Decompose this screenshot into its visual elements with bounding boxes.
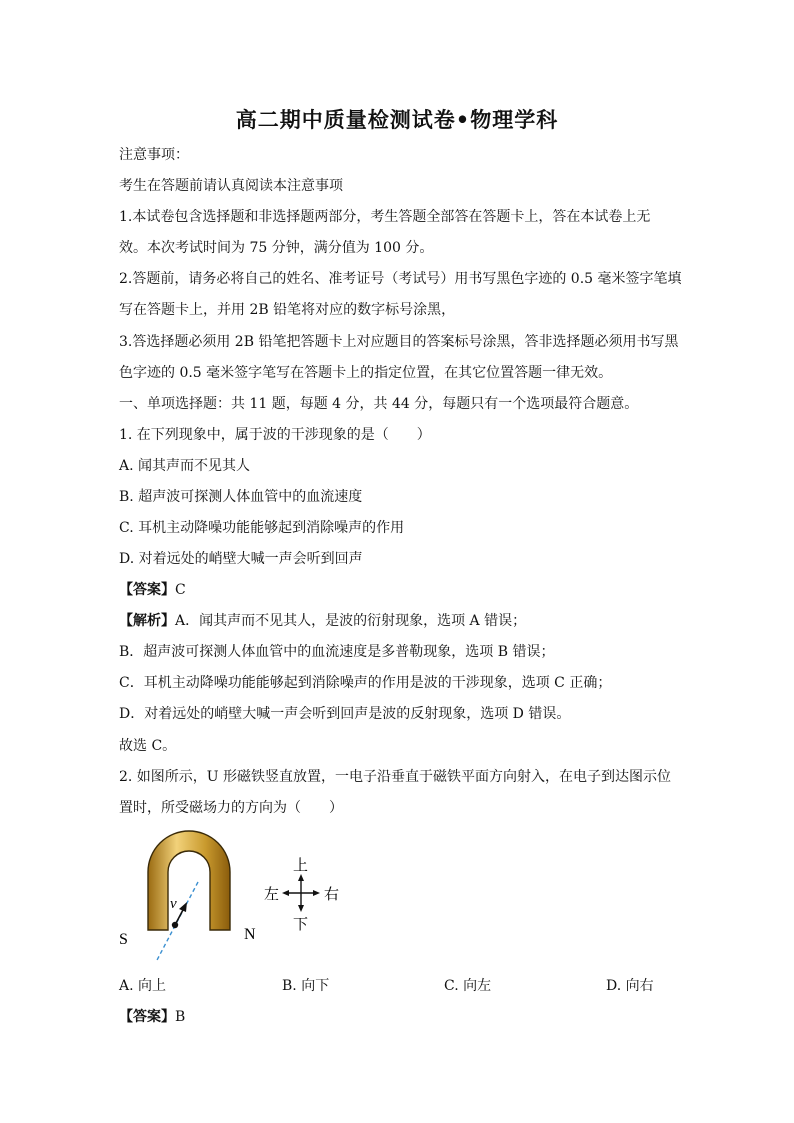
q1-analysis-d: D．对着远处的峭壁大喊一声会听到回声是波的反射现象，选项 D 错误。	[119, 706, 571, 722]
q2-option-c: C. 向左	[444, 978, 492, 994]
q2-answer-value: B	[175, 1009, 186, 1025]
q1-answer-value: C	[175, 582, 186, 598]
q1-conclusion: 故选 C。	[119, 738, 177, 754]
note-2-line-2: 写在答题卡上，并用 2B 铅笔将对应的数字标号涂黑，	[119, 302, 456, 318]
q1-analysis-b: B．超声波可探测人体血管中的血流速度是多普勒现象，选项 B 错误；	[119, 644, 555, 660]
u-magnet-shape	[148, 831, 230, 930]
q1-analysis-c: C．耳机主动降噪功能能够起到消除噪声的作用是波的干涉现象，选项 C 正确；	[119, 675, 612, 691]
direction-right-label: 右	[324, 885, 340, 903]
q1-option-c: C. 耳机主动降噪功能能够起到消除噪声的作用	[119, 520, 405, 536]
note-1-line-1: 1.本试卷包含选择题和非选择题两部分，考生答题全部答在答题卡上，答在本试卷上无	[119, 209, 651, 225]
velocity-label: v	[170, 896, 177, 912]
q2-stem-line-2: 置时，所受磁场力的方向为（ ）	[119, 800, 343, 816]
q2-answer-label: 【答案】	[119, 1009, 175, 1025]
note-3-line-2: 色字迹的 0.5 毫米签字笔写在答题卡上的指定位置，在其它位置答题一律无效。	[119, 365, 613, 381]
pole-n-label: N	[244, 926, 256, 943]
q2-option-d: D. 向右	[606, 978, 654, 994]
q2-answer	[119, 1007, 185, 1027]
note-3-line-1: 3.答选择题必须用 2B 铅笔把答题卡上对应题目的答案标号涂黑，答非选择题必须用书写黑	[119, 334, 679, 350]
q1-stem: 1. 在下列现象中，属于波的干涉现象的是（ ）	[119, 427, 431, 443]
q1-answer	[119, 580, 186, 600]
q1-answer-label: 【答案】	[119, 582, 175, 598]
direction-up-label: 上	[293, 856, 309, 874]
q2-stem-line-1: 2. 如图所示，U 形磁铁竖直放置，一电子沿垂直于磁铁平面方向射入，在电子到达图示位	[119, 769, 672, 785]
notes-heading: 注意事项：	[119, 147, 189, 163]
note-1-line-2: 效。本次考试时间为 75 分钟，满分值为 100 分。	[119, 240, 434, 256]
pole-s-label: S	[119, 931, 128, 948]
direction-left-label: 左	[264, 885, 280, 903]
q1-analysis-a-text: A．闻其声而不见其人，是波的衍射现象，选项 A 错误；	[175, 613, 527, 629]
direction-cross-icon	[282, 874, 320, 912]
q1-option-b: B. 超声波可探测人体血管中的血流速度	[119, 489, 363, 505]
q1-option-a: A. 闻其声而不见其人	[119, 458, 251, 474]
page-title: 高二期中质量检测试卷•物理学科	[235, 107, 559, 132]
u-magnet-figure	[114, 828, 364, 968]
direction-down-label: 下	[293, 915, 309, 933]
section-heading: 一、单项选择题：共 11 题，每题 4 分，共 44 分，每题只有一个选项最符合题意。	[119, 396, 639, 412]
q1-option-d: D. 对着远处的峭壁大喊一声会听到回声	[119, 551, 363, 567]
note-2-line-1: 2.答题前，请务必将自己的姓名、准考证号（考试号）用书写黑色字迹的 0.5 毫米签字笔填	[119, 271, 682, 287]
q1-analysis-label: 【解析】	[119, 613, 175, 629]
q2-option-b: B. 向下	[282, 978, 330, 994]
velocity-arrow-head	[179, 902, 187, 912]
notes-intro: 考生在答题前请认真阅读本注意事项	[119, 178, 343, 194]
q2-option-a: A. 向上	[119, 978, 167, 994]
q1-analysis-a	[119, 611, 526, 631]
